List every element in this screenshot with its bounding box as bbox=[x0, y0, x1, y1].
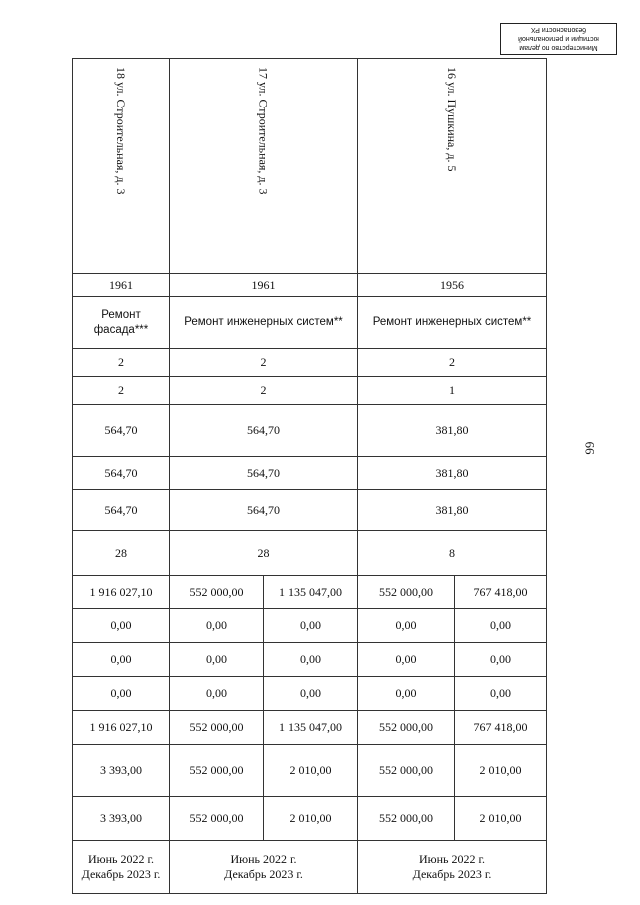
cost-cell: 0,00 bbox=[73, 609, 170, 643]
table-row bbox=[73, 711, 547, 745]
repair-table bbox=[72, 58, 547, 894]
area-cell: 564,70 bbox=[73, 457, 170, 490]
area-cell: 381,80 bbox=[358, 405, 547, 457]
address-text: 16 ул. Пушкина, д. 5 bbox=[445, 67, 459, 172]
period-start: Июнь 2022 г. bbox=[87, 852, 155, 866]
table-row bbox=[73, 677, 547, 711]
cost-cell: 552 000,00 bbox=[358, 576, 455, 609]
table-row bbox=[73, 405, 547, 457]
address-text: 18 ул. Строительная, д. 3 bbox=[114, 67, 128, 195]
period-cell bbox=[170, 841, 358, 894]
area-cell: 564,70 bbox=[73, 405, 170, 457]
table-row bbox=[73, 745, 547, 797]
table-row bbox=[73, 349, 547, 377]
cost-cell: 3 393,00 bbox=[73, 745, 170, 797]
value-cell: 2 bbox=[73, 349, 170, 377]
cost-cell: 0,00 bbox=[358, 643, 455, 677]
table-row bbox=[73, 490, 547, 531]
cost-cell: 1 135 047,00 bbox=[264, 711, 358, 745]
cost-cell: 0,00 bbox=[264, 677, 358, 711]
cost-cell: 1 916 027,10 bbox=[73, 576, 170, 609]
cost-cell: 1 916 027,10 bbox=[73, 711, 170, 745]
period-start: Июнь 2022 г. bbox=[230, 852, 297, 866]
registration-stamp bbox=[500, 23, 617, 55]
work-type-cell: Ремонт инженерных систем** bbox=[358, 297, 547, 349]
cost-cell: 0,00 bbox=[73, 677, 170, 711]
residents-cell: 8 bbox=[358, 531, 547, 576]
cost-cell: 2 010,00 bbox=[264, 797, 358, 841]
cost-cell: 0,00 bbox=[264, 643, 358, 677]
period-end: Декабрь 2023 г. bbox=[224, 867, 303, 881]
cost-cell: 2 010,00 bbox=[264, 745, 358, 797]
value-cell: 1 bbox=[358, 377, 547, 405]
area-cell: 381,80 bbox=[358, 457, 547, 490]
work-type-cell: Ремонт фасада*** bbox=[73, 297, 170, 349]
table-row bbox=[73, 297, 547, 349]
area-cell: 564,70 bbox=[170, 490, 358, 531]
table-row bbox=[73, 457, 547, 490]
cost-cell: 0,00 bbox=[455, 609, 547, 643]
cost-cell: 0,00 bbox=[170, 643, 264, 677]
cost-cell: 3 393,00 bbox=[73, 797, 170, 841]
stamp-line: юстиции и региональной bbox=[518, 35, 599, 43]
table-row bbox=[73, 576, 547, 609]
table-row bbox=[73, 841, 547, 894]
residents-cell: 28 bbox=[73, 531, 170, 576]
stamp-line: Министерство по делам bbox=[519, 44, 598, 52]
cost-cell: 2 010,00 bbox=[455, 745, 547, 797]
cost-cell: 0,00 bbox=[73, 643, 170, 677]
cost-cell: 1 135 047,00 bbox=[264, 576, 358, 609]
cost-cell: 0,00 bbox=[170, 677, 264, 711]
table-row bbox=[73, 59, 547, 274]
table-row bbox=[73, 531, 547, 576]
value-cell: 2 bbox=[358, 349, 547, 377]
area-cell: 564,70 bbox=[170, 457, 358, 490]
residents-cell: 28 bbox=[170, 531, 358, 576]
cost-cell: 0,00 bbox=[455, 643, 547, 677]
page-number: 66 bbox=[582, 441, 598, 455]
table-row bbox=[73, 797, 547, 841]
cost-cell: 0,00 bbox=[358, 677, 455, 711]
value-cell: 2 bbox=[170, 349, 358, 377]
period-start: Июнь 2022 г. bbox=[418, 852, 486, 866]
cost-cell: 0,00 bbox=[170, 609, 264, 643]
cost-cell: 767 418,00 bbox=[455, 711, 547, 745]
cost-cell: 552 000,00 bbox=[170, 797, 264, 841]
table-row bbox=[73, 643, 547, 677]
stamp-line: безопасности РХ bbox=[530, 26, 587, 34]
address-cell bbox=[73, 59, 170, 274]
value-cell: 2 bbox=[73, 377, 170, 405]
period-end: Декабрь 2023 г. bbox=[412, 867, 492, 881]
table-row bbox=[73, 609, 547, 643]
area-cell: 564,70 bbox=[73, 490, 170, 531]
cost-cell: 552 000,00 bbox=[358, 797, 455, 841]
cost-cell: 552 000,00 bbox=[170, 711, 264, 745]
period-cell bbox=[358, 841, 547, 894]
work-type-cell: Ремонт инженерных систем** bbox=[170, 297, 358, 349]
period-end: Декабрь 2023 г. bbox=[81, 867, 161, 881]
cost-cell: 552 000,00 bbox=[170, 745, 264, 797]
cost-cell: 0,00 bbox=[455, 677, 547, 711]
address-text: 17 ул. Строительная, д. 3 bbox=[256, 67, 271, 195]
cost-cell: 552 000,00 bbox=[358, 745, 455, 797]
table-row bbox=[73, 274, 547, 297]
cost-cell: 2 010,00 bbox=[455, 797, 547, 841]
table-row bbox=[73, 377, 547, 405]
cost-cell: 552 000,00 bbox=[170, 576, 264, 609]
cost-cell: 767 418,00 bbox=[455, 576, 547, 609]
area-cell: 381,80 bbox=[358, 490, 547, 531]
area-cell: 564,70 bbox=[170, 405, 358, 457]
year-cell: 1961 bbox=[73, 274, 170, 297]
year-cell: 1956 bbox=[358, 274, 547, 297]
cost-cell: 0,00 bbox=[264, 609, 358, 643]
period-cell bbox=[73, 841, 170, 894]
cost-cell: 552 000,00 bbox=[358, 711, 455, 745]
value-cell: 2 bbox=[170, 377, 358, 405]
address-cell bbox=[358, 59, 547, 274]
address-cell bbox=[170, 59, 358, 274]
year-cell: 1961 bbox=[170, 274, 358, 297]
cost-cell: 0,00 bbox=[358, 609, 455, 643]
